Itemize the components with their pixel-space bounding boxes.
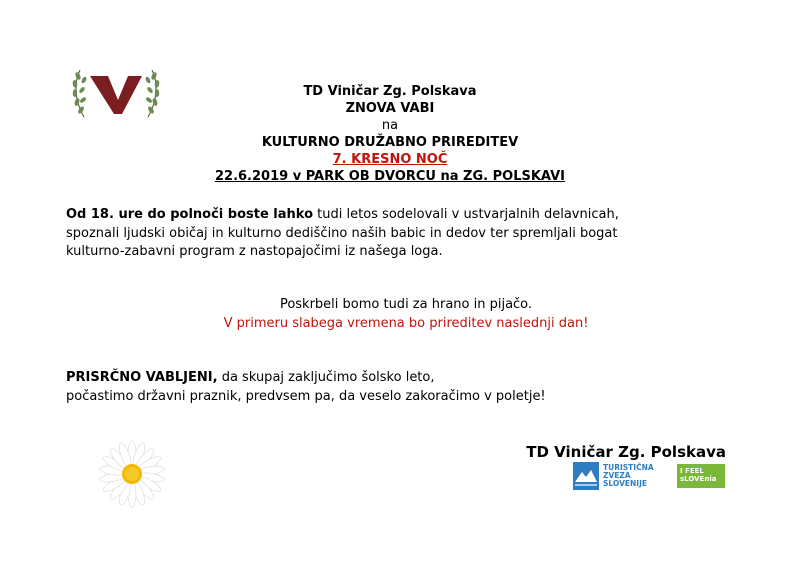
- closing-line2: počastimo državni praznik, predvsem pa, da veselo zakoračimo v poletje!: [66, 388, 546, 404]
- signature: TD Viničar Zg. Polskava: [526, 443, 726, 461]
- feel-line2: sLOVEnia: [680, 475, 717, 483]
- tzs-line3: SLOVENIJE: [603, 479, 647, 488]
- header-date-place: 22.6.2019 v PARK OB DVORCU na ZG. POLSKAVI: [214, 169, 565, 184]
- closing-bold: PRISRČNO VABLJENI,: [66, 370, 218, 385]
- i-feel-slovenia-logo: [677, 464, 725, 488]
- feel-line1: I FEEL: [680, 467, 704, 475]
- intro-line3: kulturno-zabavni program z nastopajočimi iz našega loga.: [66, 244, 443, 259]
- closing-rest: da skupaj zaključimo šolsko leto,: [217, 370, 435, 385]
- food-note: Poskrbeli bomo tudi za hrano in pijačo.: [279, 297, 533, 312]
- intro-paragraph: [66, 206, 746, 262]
- intro-bold: Od 18. ure do polnoči boste lahko: [66, 207, 314, 222]
- header-event-name: 7. KRESNO NOČ: [332, 152, 448, 167]
- header-na: na: [381, 118, 399, 133]
- header-org-name: TD Viničar Zg. Polskava: [303, 84, 477, 99]
- intro-rest: tudi letos sodelovali v ustvarjalnih delavnicah,: [313, 207, 619, 222]
- tzs-logo: [573, 462, 663, 490]
- closing-paragraph: [66, 369, 746, 406]
- header-invites: ZNOVA VABI: [345, 101, 435, 116]
- header-event-type: KULTURNO DRUŽABNO PRIREDITEV: [261, 135, 519, 150]
- daisy-flower-icon: [98, 440, 166, 508]
- tzs-line2: ZVEZA: [603, 471, 631, 480]
- info-block: [66, 296, 746, 333]
- intro-line2: spoznali ljudski običaj in kulturno dediščino naših babic in dedov ter spremljali bogat: [66, 225, 618, 241]
- tzs-line1: TURISTIČNA: [603, 463, 654, 472]
- weather-note: V primeru slabega vremena bo prireditev naslednji dan!: [223, 315, 589, 331]
